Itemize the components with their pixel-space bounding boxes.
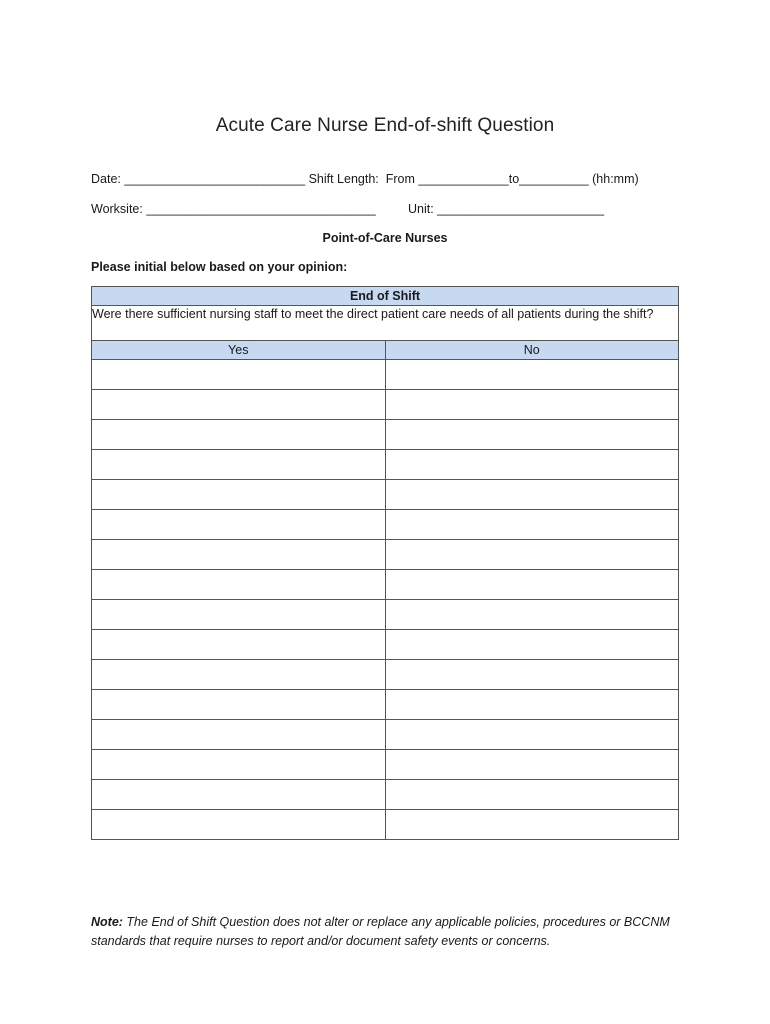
note-text: The End of Shift Question does not alter or replace any applicable policies, procedures or BCCNM standards that require nurses to report and/or document safety events or concerns. <box>91 915 670 948</box>
table-row <box>92 810 679 840</box>
table-row <box>92 690 679 720</box>
section-subheading: Point-of-Care Nurses <box>322 231 448 245</box>
initial-cell-yes[interactable] <box>92 600 386 630</box>
worksite-line[interactable]: Worksite: _________________________________ <box>91 202 376 216</box>
question-row <box>92 306 679 341</box>
initial-cell-no[interactable] <box>385 600 679 630</box>
initial-cell-no[interactable] <box>385 360 679 390</box>
initial-cell-no[interactable] <box>385 750 679 780</box>
table-row <box>92 450 679 480</box>
unit-line[interactable]: Unit: ________________________ <box>408 202 605 216</box>
initial-cell-no[interactable] <box>385 660 679 690</box>
initial-cell-no[interactable] <box>385 510 679 540</box>
initial-cell-yes[interactable] <box>92 420 386 450</box>
column-header-yes: Yes <box>92 341 386 360</box>
initial-cell-yes[interactable] <box>92 630 386 660</box>
table-title-row <box>92 287 679 306</box>
initial-cell-no[interactable] <box>385 390 679 420</box>
initial-cell-yes[interactable] <box>92 720 386 750</box>
initial-cell-no[interactable] <box>385 450 679 480</box>
date-shift-length-line[interactable]: Date: __________________________ Shift Length: From _____________to__________ (hh:mm) <box>91 172 639 186</box>
note-label: Note: <box>91 915 123 929</box>
initial-cell-no[interactable] <box>385 780 679 810</box>
initial-cell-yes[interactable] <box>92 690 386 720</box>
initial-cell-no[interactable] <box>385 720 679 750</box>
initial-cell-yes[interactable] <box>92 450 386 480</box>
column-header-no: No <box>385 341 679 360</box>
initial-cell-no[interactable] <box>385 630 679 660</box>
table-row <box>92 660 679 690</box>
response-table <box>91 286 679 840</box>
table-row <box>92 540 679 570</box>
initial-cell-no[interactable] <box>385 810 679 840</box>
initial-cell-no[interactable] <box>385 570 679 600</box>
initial-cell-yes[interactable] <box>92 810 386 840</box>
initial-cell-yes[interactable] <box>92 510 386 540</box>
table-title: End of Shift <box>92 287 679 306</box>
initial-cell-no[interactable] <box>385 690 679 720</box>
instruction-text: Please initial below based on your opinion: <box>91 260 348 274</box>
initial-cell-yes[interactable] <box>92 750 386 780</box>
table-row <box>92 750 679 780</box>
table-row <box>92 390 679 420</box>
initial-cell-yes[interactable] <box>92 540 386 570</box>
table-row <box>92 780 679 810</box>
table-row <box>92 510 679 540</box>
footer-note <box>91 913 691 951</box>
initial-cell-no[interactable] <box>385 420 679 450</box>
initial-cell-yes[interactable] <box>92 360 386 390</box>
question-text: Were there sufficient nursing staff to meet the direct patient care needs of all patients during the shift? <box>92 306 679 341</box>
initial-cell-yes[interactable] <box>92 780 386 810</box>
initial-cell-yes[interactable] <box>92 660 386 690</box>
initial-cell-yes[interactable] <box>92 480 386 510</box>
table-row <box>92 570 679 600</box>
table-row <box>92 720 679 750</box>
initial-cell-yes[interactable] <box>92 390 386 420</box>
column-header-row <box>92 341 679 360</box>
table-row <box>92 360 679 390</box>
page-title: Acute Care Nurse End-of-shift Question <box>215 115 555 136</box>
table-row <box>92 420 679 450</box>
initial-cell-no[interactable] <box>385 540 679 570</box>
table-row <box>92 630 679 660</box>
initial-cell-no[interactable] <box>385 480 679 510</box>
table-row <box>92 600 679 630</box>
response-rows <box>92 360 679 840</box>
table-row <box>92 480 679 510</box>
initial-cell-yes[interactable] <box>92 570 386 600</box>
